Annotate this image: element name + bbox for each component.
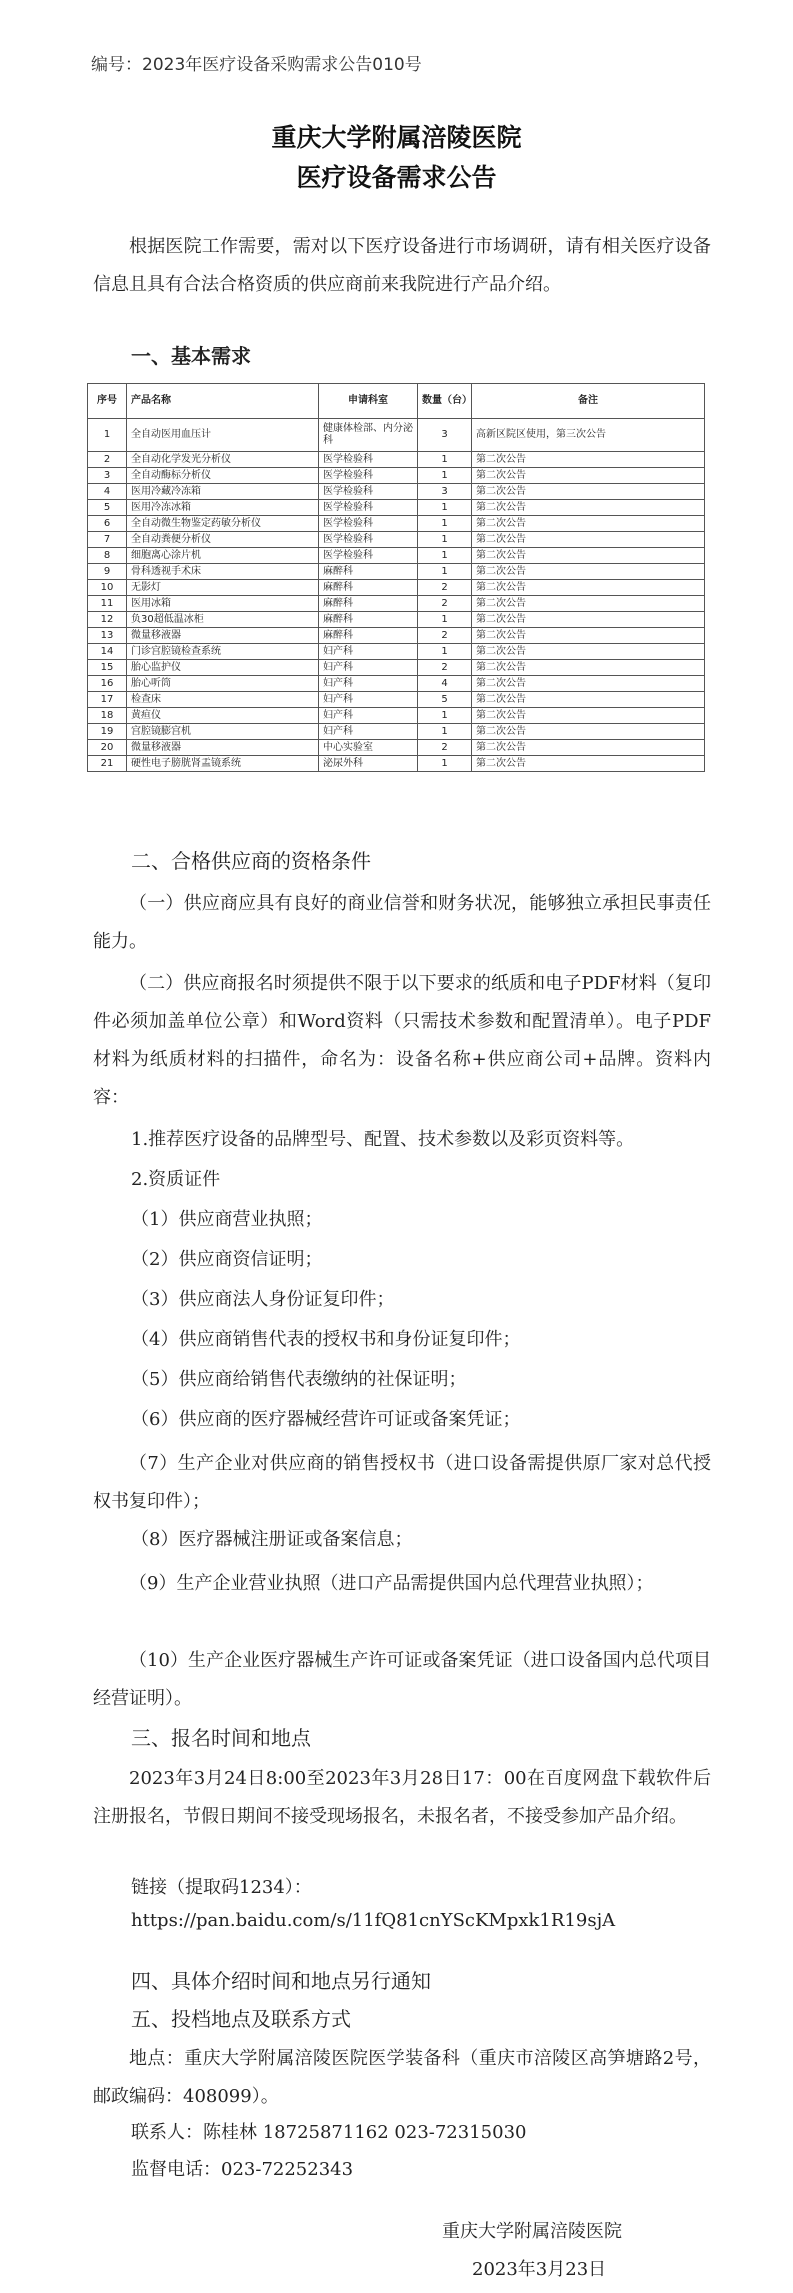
row-index: 14 bbox=[88, 644, 127, 660]
row-quantity: 2 bbox=[418, 580, 472, 596]
header-department: 申请科室 bbox=[319, 384, 418, 419]
row-product: 微量移液器 bbox=[127, 628, 319, 644]
row-index: 20 bbox=[88, 740, 127, 756]
row-department: 医学检验科 bbox=[319, 548, 418, 564]
requirements-table bbox=[87, 383, 705, 772]
row-remark: 第二次公告 bbox=[472, 756, 705, 772]
row-department: 医学检验科 bbox=[319, 500, 418, 516]
row-index: 5 bbox=[88, 500, 127, 516]
table-row bbox=[88, 500, 705, 516]
cert-item-8: （8）医疗器械注册证或备案信息； bbox=[131, 1529, 413, 1550]
table-row bbox=[88, 692, 705, 708]
row-index: 13 bbox=[88, 628, 127, 644]
table-row bbox=[88, 660, 705, 676]
signature-date: 2023年3月23日 bbox=[472, 2259, 607, 2280]
table-row bbox=[88, 580, 705, 596]
row-remark: 第二次公告 bbox=[472, 516, 705, 532]
row-index: 2 bbox=[88, 452, 127, 468]
cert-item-9: （9）生产企业营业执照（进口产品需提供国内总代理营业执照）； bbox=[129, 1573, 654, 1594]
row-index: 16 bbox=[88, 676, 127, 692]
document-title-hospital: 重庆大学附属涪陵医院 bbox=[271, 123, 522, 152]
row-quantity: 2 bbox=[418, 628, 472, 644]
table-row bbox=[88, 548, 705, 564]
row-product: 骨科透视手术床 bbox=[127, 564, 319, 580]
row-quantity: 1 bbox=[418, 564, 472, 580]
row-index: 4 bbox=[88, 484, 127, 500]
row-product: 全自动酶标分析仪 bbox=[127, 468, 319, 484]
row-remark: 第二次公告 bbox=[472, 500, 705, 516]
row-remark: 第二次公告 bbox=[472, 580, 705, 596]
row-product: 负30超低温冰柜 bbox=[127, 612, 319, 628]
table-row bbox=[88, 676, 705, 692]
row-department: 麻醉科 bbox=[319, 580, 418, 596]
row-quantity: 1 bbox=[418, 724, 472, 740]
row-remark: 高新区院区使用，第三次公告 bbox=[472, 419, 705, 452]
row-index: 19 bbox=[88, 724, 127, 740]
row-remark: 第二次公告 bbox=[472, 740, 705, 756]
row-product: 全自动微生物鉴定药敏分析仪 bbox=[127, 516, 319, 532]
row-quantity: 1 bbox=[418, 516, 472, 532]
row-product: 医用冷冻冰箱 bbox=[127, 500, 319, 516]
row-quantity: 1 bbox=[418, 452, 472, 468]
cert-item: （2）供应商资信证明； bbox=[131, 1249, 323, 1270]
row-department: 医学检验科 bbox=[319, 516, 418, 532]
row-quantity: 1 bbox=[418, 644, 472, 660]
table-row bbox=[88, 612, 705, 628]
cert-item: （6）供应商的医疗器械经营许可证或备案凭证； bbox=[131, 1409, 521, 1430]
row-department: 妇产科 bbox=[319, 644, 418, 660]
header-quantity: 数量（台） bbox=[418, 384, 472, 419]
row-quantity: 1 bbox=[418, 756, 472, 772]
address-paragraph: 地点：重庆大学附属涪陵医院医学装备科（重庆市涪陵区高笋塘路2号，邮政编码：408099）。 bbox=[93, 2048, 711, 2107]
row-remark: 第二次公告 bbox=[472, 692, 705, 708]
row-index: 15 bbox=[88, 660, 127, 676]
row-index: 17 bbox=[88, 692, 127, 708]
row-index: 1 bbox=[88, 419, 127, 452]
row-index: 12 bbox=[88, 612, 127, 628]
row-quantity: 4 bbox=[418, 676, 472, 692]
supervision-phone: 监督电话：023-72252343 bbox=[131, 2159, 354, 2180]
row-product: 全自动粪便分析仪 bbox=[127, 532, 319, 548]
row-department: 妇产科 bbox=[319, 708, 418, 724]
section-intro-time: 四、具体介绍时间和地点另行通知 bbox=[131, 1969, 431, 1993]
intro-paragraph: 根据医院工作需要，需对以下医疗设备进行市场调研，请有相关医疗设备信息且具有合法合格资质的供应商前来我院进行产品介绍。 bbox=[93, 236, 711, 295]
row-remark: 第二次公告 bbox=[472, 484, 705, 500]
row-remark: 第二次公告 bbox=[472, 628, 705, 644]
row-quantity: 1 bbox=[418, 468, 472, 484]
row-product: 医用冷藏冷冻箱 bbox=[127, 484, 319, 500]
row-department: 麻醉科 bbox=[319, 612, 418, 628]
row-quantity: 3 bbox=[418, 484, 472, 500]
requirement-item-2: 2.资质证件 bbox=[131, 1169, 221, 1190]
row-index: 10 bbox=[88, 580, 127, 596]
section-registration: 三、报名时间和地点 bbox=[131, 1726, 311, 1750]
row-quantity: 1 bbox=[418, 532, 472, 548]
row-department: 医学检验科 bbox=[319, 468, 418, 484]
cert-item: （4）供应商销售代表的授权书和身份证复印件； bbox=[131, 1329, 521, 1350]
row-quantity: 1 bbox=[418, 612, 472, 628]
section-contact: 五、投档地点及联系方式 bbox=[131, 2007, 351, 2031]
table-row bbox=[88, 532, 705, 548]
cert-item: （3）供应商法人身份证复印件； bbox=[131, 1289, 395, 1310]
row-department: 妇产科 bbox=[319, 676, 418, 692]
row-remark: 第二次公告 bbox=[472, 564, 705, 580]
row-product: 硬性电子膀胱肾盂镜系统 bbox=[127, 756, 319, 772]
row-product: 胎心听筒 bbox=[127, 676, 319, 692]
row-remark: 第二次公告 bbox=[472, 724, 705, 740]
row-remark: 第二次公告 bbox=[472, 676, 705, 692]
row-department: 妇产科 bbox=[319, 724, 418, 740]
row-product: 微量移液器 bbox=[127, 740, 319, 756]
table-row bbox=[88, 452, 705, 468]
table-row bbox=[88, 740, 705, 756]
row-product: 检查床 bbox=[127, 692, 319, 708]
row-product: 细胞离心涂片机 bbox=[127, 548, 319, 564]
registration-paragraph: 2023年3月24日8:00至2023年3月28日17：00在百度网盘下载软件后注册报名，节假日期间不接受现场报名，未报名者，不接受参加产品介绍。 bbox=[93, 1768, 711, 1827]
row-department: 健康体检部、内分泌科 bbox=[319, 419, 418, 452]
row-product: 胎心监护仪 bbox=[127, 660, 319, 676]
row-quantity: 2 bbox=[418, 660, 472, 676]
row-index: 9 bbox=[88, 564, 127, 580]
row-remark: 第二次公告 bbox=[472, 596, 705, 612]
row-department: 医学检验科 bbox=[319, 532, 418, 548]
table-row bbox=[88, 468, 705, 484]
row-department: 泌尿外科 bbox=[319, 756, 418, 772]
condition-2: （二）供应商报名时须提供不限于以下要求的纸质和电子PDF材料（复印件必须加盖单位公章）和Word资料（只需技术参数和配置清单）。电子PDF材料为纸质材料的扫描件，命名为：设备名称+供应商公司+品牌。资料内容： bbox=[93, 973, 711, 1108]
row-quantity: 2 bbox=[418, 740, 472, 756]
table-row bbox=[88, 484, 705, 500]
row-remark: 第二次公告 bbox=[472, 708, 705, 724]
table-row bbox=[88, 644, 705, 660]
table-row bbox=[88, 724, 705, 740]
row-product: 门诊宫腔镜检查系统 bbox=[127, 644, 319, 660]
row-index: 7 bbox=[88, 532, 127, 548]
row-index: 8 bbox=[88, 548, 127, 564]
cert-item: （1）供应商营业执照； bbox=[131, 1209, 323, 1230]
row-product: 宫腔镜膨宫机 bbox=[127, 724, 319, 740]
cert-item-7: （7）生产企业对供应商的销售授权书（进口设备需提供原厂家对总代授权书复印件）； bbox=[93, 1453, 711, 1512]
row-index: 21 bbox=[88, 756, 127, 772]
document-number: 编号：2023年医疗设备采购需求公告010号 bbox=[91, 55, 422, 75]
requirement-item-1: 1.推荐医疗设备的品牌型号、配置、技术参数以及彩页资料等。 bbox=[131, 1129, 635, 1150]
row-product: 无影灯 bbox=[127, 580, 319, 596]
row-remark: 第二次公告 bbox=[472, 548, 705, 564]
row-index: 11 bbox=[88, 596, 127, 612]
row-department: 中心实验室 bbox=[319, 740, 418, 756]
row-remark: 第二次公告 bbox=[472, 660, 705, 676]
row-product: 全自动化学发光分析仪 bbox=[127, 452, 319, 468]
row-index: 3 bbox=[88, 468, 127, 484]
row-quantity: 2 bbox=[418, 596, 472, 612]
row-remark: 第二次公告 bbox=[472, 468, 705, 484]
table-row bbox=[88, 708, 705, 724]
section-basic-requirements: 一、基本需求 bbox=[131, 344, 251, 368]
row-remark: 第二次公告 bbox=[472, 452, 705, 468]
row-remark: 第二次公告 bbox=[472, 612, 705, 628]
row-department: 医学检验科 bbox=[319, 484, 418, 500]
table-row bbox=[88, 564, 705, 580]
download-link[interactable]: https://pan.baidu.com/s/11fQ81cnYScKMpxk1R19sjA bbox=[131, 1910, 616, 1931]
row-remark: 第二次公告 bbox=[472, 644, 705, 660]
row-index: 6 bbox=[88, 516, 127, 532]
table-row bbox=[88, 628, 705, 644]
table-row bbox=[88, 756, 705, 772]
row-product: 医用冰箱 bbox=[127, 596, 319, 612]
document-title-notice: 医疗设备需求公告 bbox=[296, 163, 497, 192]
table-row bbox=[88, 419, 705, 452]
table-row bbox=[88, 596, 705, 612]
row-department: 麻醉科 bbox=[319, 596, 418, 612]
row-department: 医学检验科 bbox=[319, 452, 418, 468]
row-department: 麻醉科 bbox=[319, 564, 418, 580]
cert-item: （5）供应商给销售代表缴纳的社保证明； bbox=[131, 1369, 467, 1390]
row-quantity: 1 bbox=[418, 708, 472, 724]
row-department: 妇产科 bbox=[319, 692, 418, 708]
signature-organization: 重庆大学附属涪陵医院 bbox=[442, 2221, 622, 2242]
row-quantity: 3 bbox=[418, 419, 472, 452]
row-department: 麻醉科 bbox=[319, 628, 418, 644]
link-label: 链接（提取码1234）： bbox=[131, 1877, 312, 1898]
contact-person: 联系人：陈桂林 18725871162 023-72315030 bbox=[131, 2122, 527, 2143]
row-quantity: 5 bbox=[418, 692, 472, 708]
header-index: 序号 bbox=[88, 384, 127, 419]
section-qualifications: 二、合格供应商的资格条件 bbox=[131, 849, 371, 873]
condition-1: （一）供应商应具有良好的商业信誉和财务状况，能够独立承担民事责任能力。 bbox=[93, 893, 711, 952]
row-remark: 第二次公告 bbox=[472, 532, 705, 548]
cert-item-10: （10）生产企业医疗器械生产许可证或备案凭证（进口设备国内总代项目经营证明）。 bbox=[93, 1650, 711, 1709]
row-product: 全自动医用血压计 bbox=[127, 419, 319, 452]
row-index: 18 bbox=[88, 708, 127, 724]
table-row bbox=[88, 516, 705, 532]
table-header-row bbox=[88, 384, 705, 419]
header-product: 产品名称 bbox=[127, 384, 319, 419]
row-quantity: 1 bbox=[418, 548, 472, 564]
row-department: 妇产科 bbox=[319, 660, 418, 676]
row-product: 黄疸仪 bbox=[127, 708, 319, 724]
header-remark: 备注 bbox=[472, 384, 705, 419]
row-quantity: 1 bbox=[418, 500, 472, 516]
